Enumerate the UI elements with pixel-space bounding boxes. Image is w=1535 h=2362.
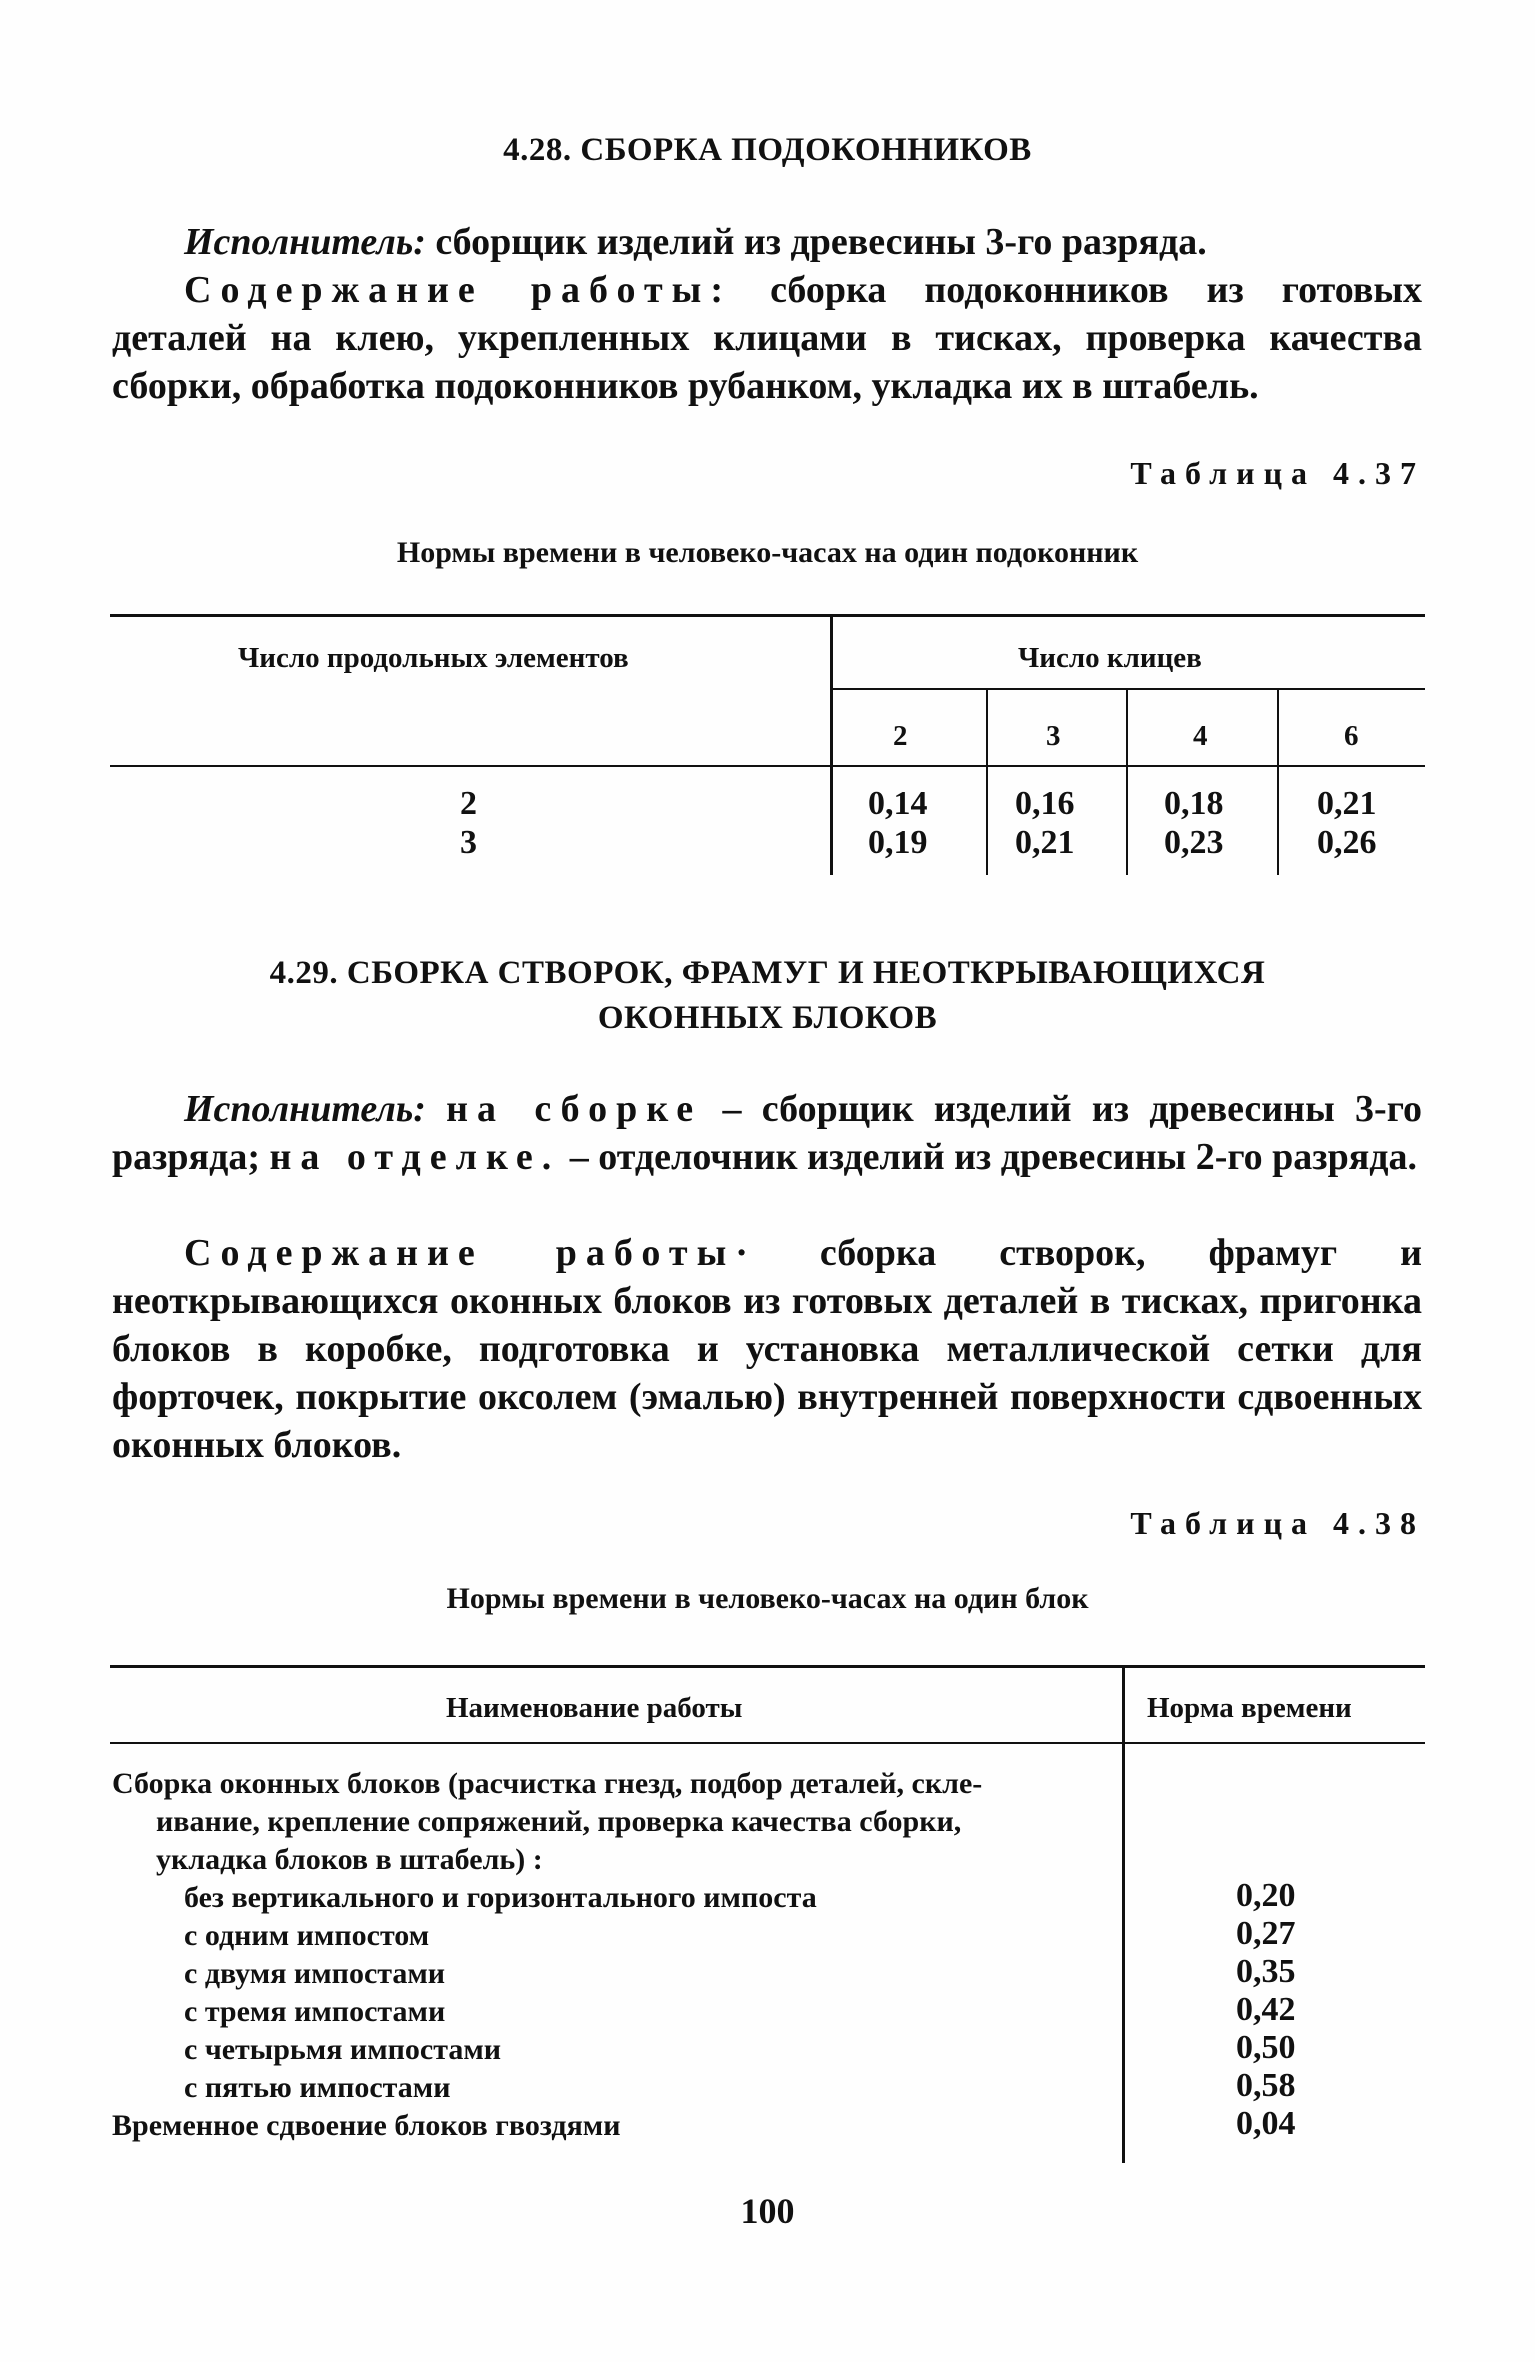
section-4-28-content <box>112 266 1422 410</box>
content-text: сборка створок, фрамуг и неоткрывающихся оконных блоков из готовых деталей в тисках, пригонка блоков в коробке, подготовка и установка металлической сетки для форточек, покрытие оксолем (эмалью) внутренней поверхности сдвоенных оконных блоков. <box>112 1232 1422 1466</box>
row-name: с одним импостом <box>184 1919 430 1952</box>
column-header-work: Наименование работы <box>446 1692 743 1724</box>
executor-assembly-text: – сборщик изделий из древесины 3-го разряда; <box>112 1088 1423 1178</box>
row-elements: 3 <box>460 824 477 861</box>
section-title-4-29-line2: ОКОННЫХ БЛОКОВ <box>597 1000 938 1036</box>
content-text: сборка подоконников из готовых деталей на клею, укрепленных клицами в тисках, проверка качества сборки, обработка подоконников рубанком, укладка их в штабель. <box>112 269 1423 407</box>
executor-on-assembly: на сборке <box>446 1088 703 1130</box>
row-norm: 0,35 <box>1236 1953 1296 1990</box>
executor-finishing-text: – отделочник изделий из древесины 2-го разряда. <box>569 1136 1417 1178</box>
row-norm: 0,20 <box>1236 1877 1296 1914</box>
group-description: Сборка оконных блоков (расчистка гнезд, подбор деталей, скле- <box>112 1767 983 1800</box>
section-title-4-29-line1: 4.29. СБОРКА СТВОРОК, ФРАМУГ И НЕОТКРЫВАЮЩИХСЯ <box>269 955 1266 991</box>
content-label: Содержание работы: <box>184 269 732 311</box>
row-name: Временное сдвоение блоков гвоздями <box>112 2109 621 2142</box>
executor-label: Исполнитель: <box>184 1088 426 1130</box>
page-number: 100 <box>740 2191 795 2231</box>
table-header-rule <box>110 765 1425 767</box>
row-norm: 0,27 <box>1236 1915 1296 1952</box>
table-4-38-caption: Нормы времени в человеко-часах на один блок <box>446 1582 1089 1615</box>
row-elements: 2 <box>460 785 477 822</box>
column-header-norm: Норма времени <box>1147 1692 1352 1724</box>
group-description: укладка блоков в штабель) : <box>156 1843 543 1876</box>
table-cell: 0,18 <box>1164 785 1224 822</box>
table-top-rule <box>110 614 1425 617</box>
table-divider <box>1126 690 1128 875</box>
table-divider <box>1277 690 1279 875</box>
column-header: 4 <box>1193 720 1208 752</box>
section-4-29-content <box>112 1229 1422 1469</box>
row-name: с четырьмя импостами <box>184 2033 502 2066</box>
section-title-4-28: 4.28. СБОРКА ПОДОКОННИКОВ <box>503 132 1032 168</box>
executor-label: Исполнитель: <box>184 221 426 263</box>
column-header: 6 <box>1344 720 1359 752</box>
group-description: ивание, крепление сопряжений, проверка качества сборки, <box>156 1805 962 1838</box>
executor-text: сборщик изделий из древесины 3-го разряда. <box>435 221 1207 263</box>
table-4-38-label: Таблица 4.38 <box>1130 1505 1425 1541</box>
row-norm: 0,04 <box>1236 2105 1296 2142</box>
row-name: с пятью импостами <box>184 2071 451 2104</box>
table-subheader-rule <box>833 688 1425 690</box>
executor-on-finishing: на отделке. <box>269 1136 561 1178</box>
table-cell: 0,14 <box>868 785 928 822</box>
content-label: Содержание работы· <box>184 1232 757 1274</box>
row-name: без вертикального и горизонтального импоста <box>184 1881 817 1914</box>
table-divider <box>986 690 988 875</box>
table-header-rule <box>110 1742 1425 1744</box>
column-header-clips: Число клицев <box>1018 642 1202 674</box>
table-top-rule <box>110 1665 1425 1668</box>
table-cell: 0,21 <box>1015 824 1075 861</box>
row-name: с двумя импостами <box>184 1957 446 1990</box>
table-cell: 0,26 <box>1317 824 1377 861</box>
table-4-37-label: Таблица 4.37 <box>1130 455 1425 491</box>
section-4-28-executor <box>112 218 1422 266</box>
row-norm: 0,42 <box>1236 1991 1296 2028</box>
column-header-elements: Число продольных элементов <box>238 642 629 674</box>
table-divider <box>830 617 833 875</box>
table-cell: 0,16 <box>1015 785 1075 822</box>
column-header: 2 <box>893 720 908 752</box>
row-norm: 0,58 <box>1236 2067 1296 2104</box>
column-header: 3 <box>1046 720 1061 752</box>
table-cell: 0,21 <box>1317 785 1377 822</box>
table-4-37-caption: Нормы времени в человеко-часах на один подоконник <box>396 536 1139 569</box>
row-name: с тремя импостами <box>184 1995 446 2028</box>
table-cell: 0,23 <box>1164 824 1224 861</box>
row-norm: 0,50 <box>1236 2029 1296 2066</box>
table-cell: 0,19 <box>868 824 928 861</box>
section-4-29-executor <box>112 1085 1422 1181</box>
